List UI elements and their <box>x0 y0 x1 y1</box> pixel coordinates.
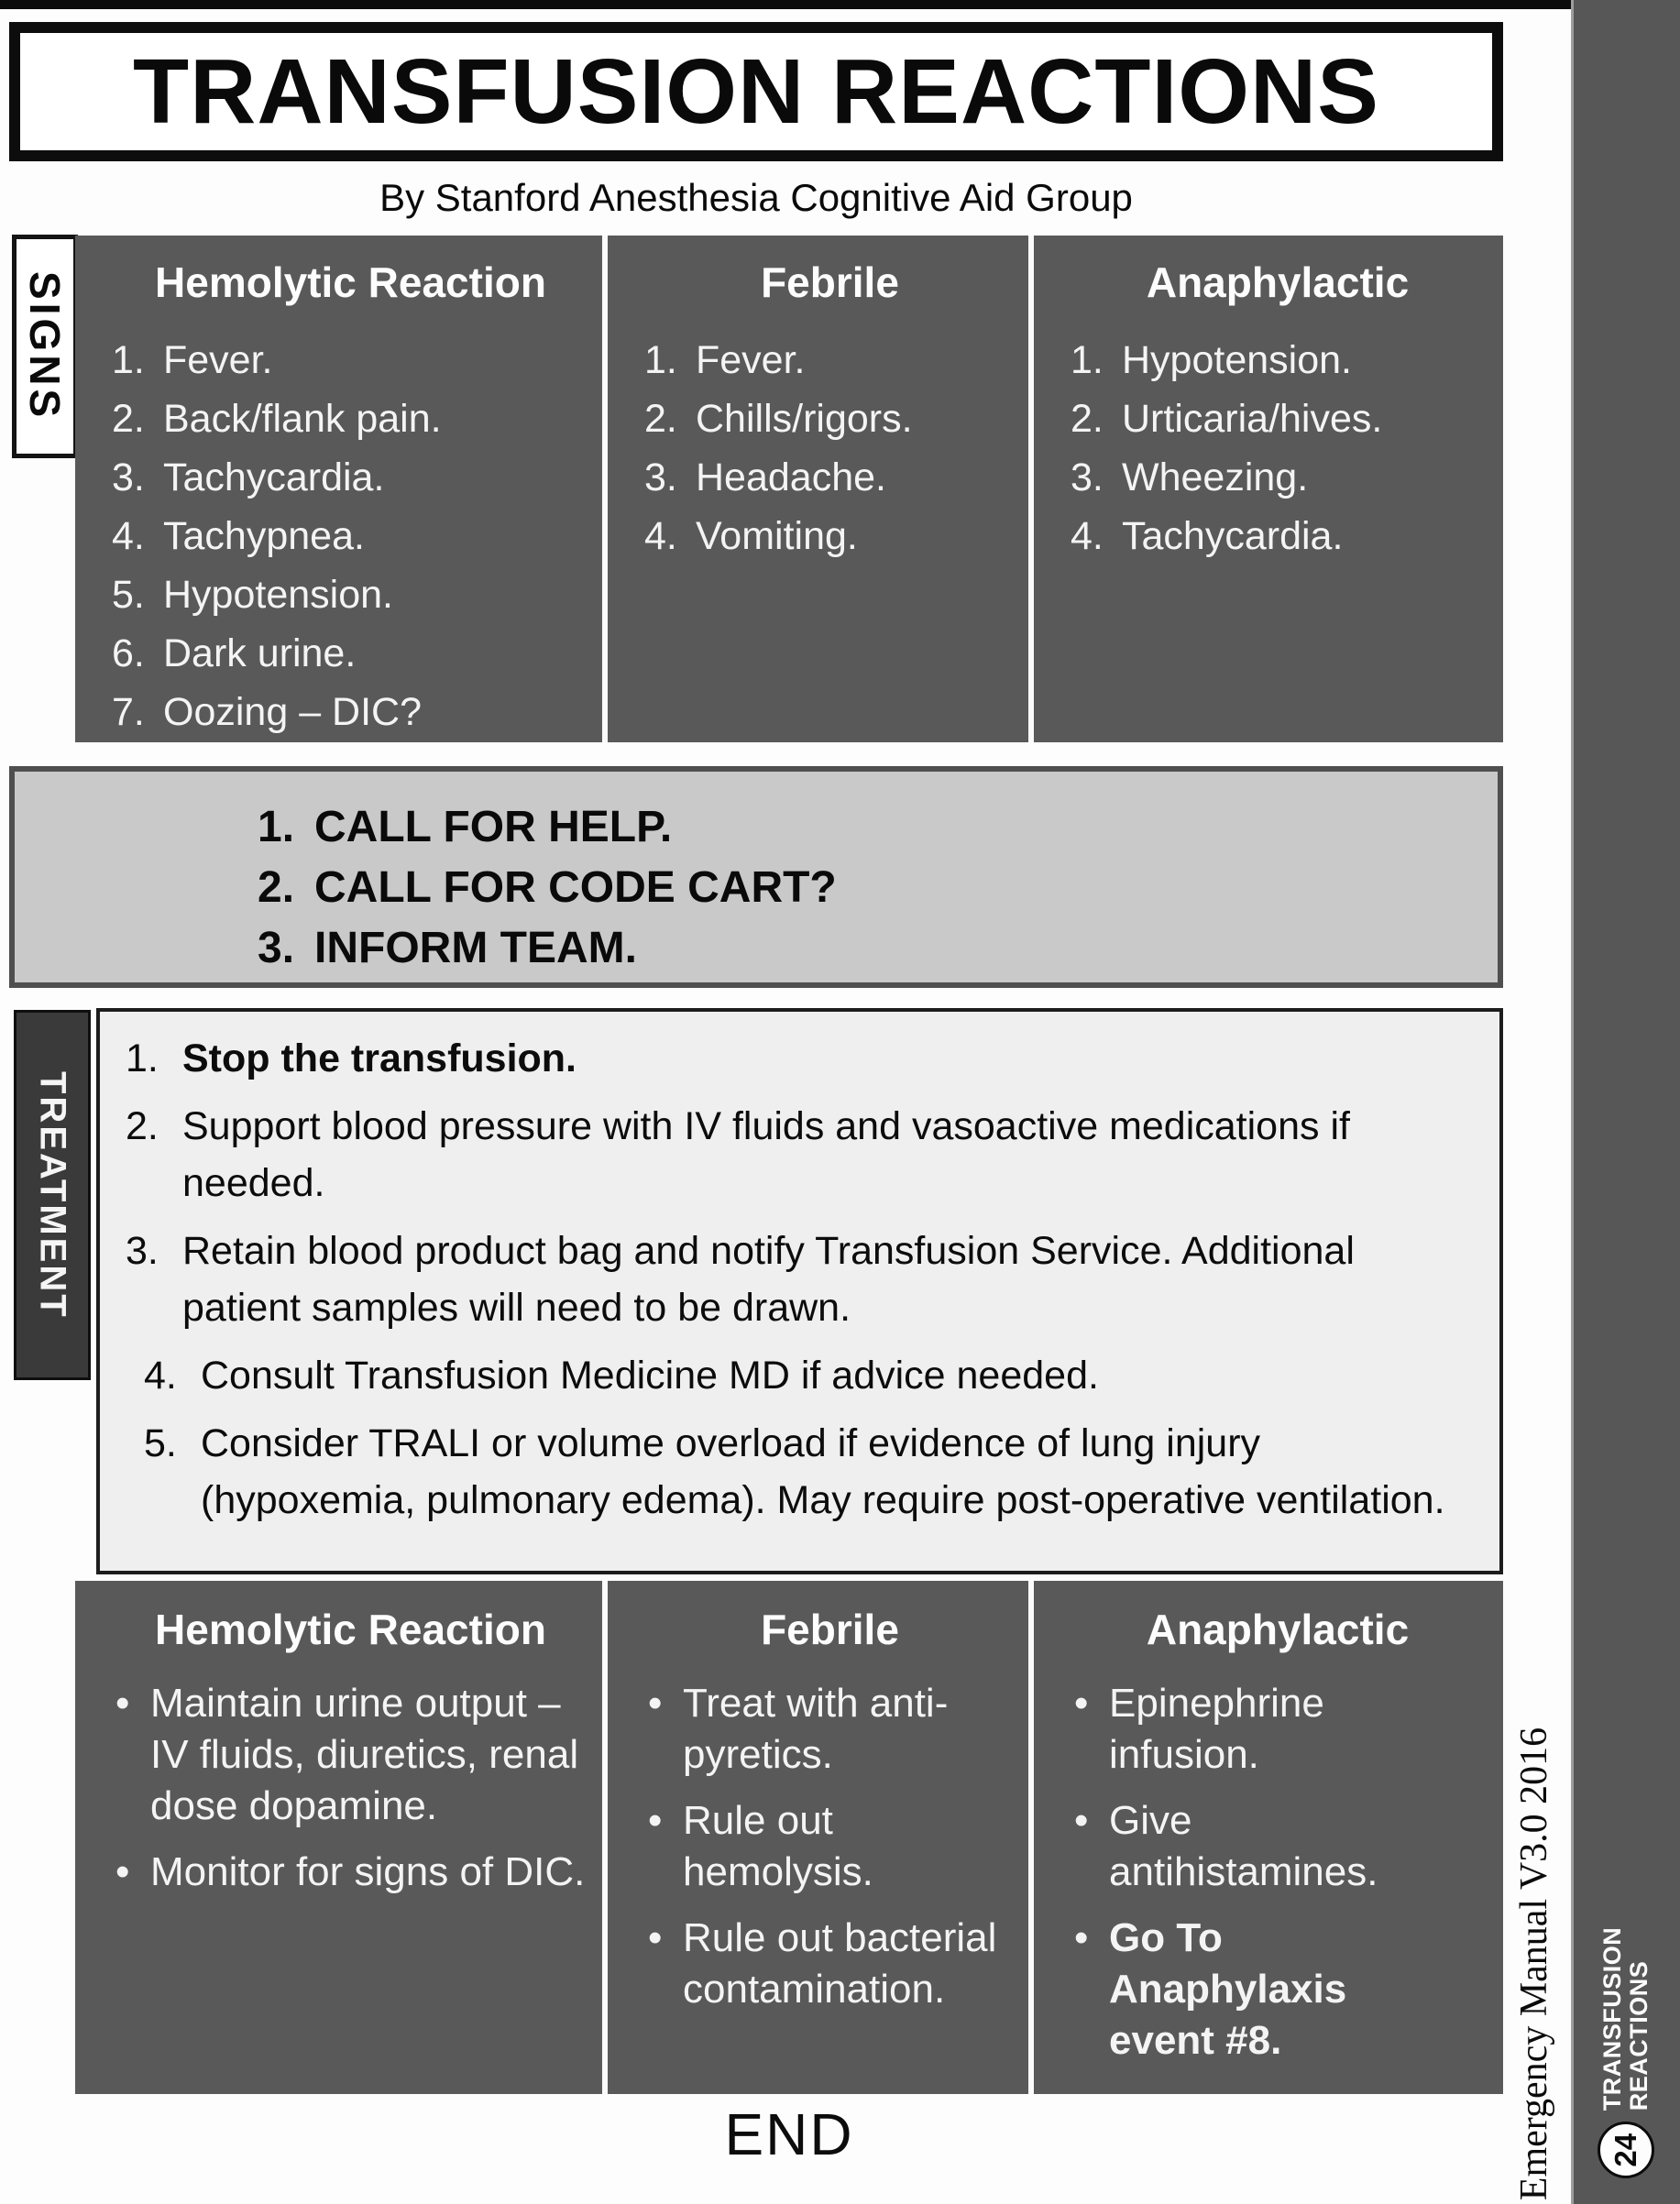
list-item <box>1071 1913 1485 2067</box>
bullet-glyph: • <box>648 1915 663 1960</box>
item-text: Consider TRALI or volume overload if evidence of lung injury (hypoxemia, pulmonary edema). May require post-operative ventilation. <box>201 1421 1445 1522</box>
list-item <box>644 1913 1016 2015</box>
list-item <box>1071 389 1485 448</box>
bullet-glyph: • <box>1074 1798 1089 1843</box>
item-number: 4. <box>144 1354 177 1398</box>
signs-column-febrile <box>602 236 1028 742</box>
treatment-column-febrile <box>602 1581 1028 2094</box>
list-item <box>644 331 1016 389</box>
list-item <box>1071 1795 1485 1898</box>
list-item <box>1071 331 1485 389</box>
treatment-step <box>126 1098 1499 1212</box>
treatment-step <box>126 1030 1499 1087</box>
item-text: Tachypnea. <box>163 514 365 558</box>
list-item <box>1071 1678 1485 1781</box>
list-item <box>1071 448 1485 507</box>
treatment-step <box>144 1415 1499 1529</box>
call-steps-box <box>9 766 1503 988</box>
item-text: Treat with anti-pyretics. <box>683 1681 949 1777</box>
item-text: Fever. <box>696 338 806 382</box>
item-text: Oozing – DIC? <box>163 690 423 734</box>
item-number: 6. <box>112 631 145 675</box>
item-number: 5. <box>112 573 145 617</box>
item-text: Vomiting. <box>696 514 858 558</box>
item-text: Tachycardia. <box>1122 514 1344 558</box>
item-text: Epinephrine infusion. <box>1109 1681 1324 1777</box>
item-text: Stop the transfusion. <box>182 1036 576 1080</box>
item-number: 4. <box>112 514 145 558</box>
item-number: 5. <box>144 1421 177 1465</box>
item-number: 3. <box>258 924 295 972</box>
item-number: 4. <box>644 514 677 558</box>
item-text: CALL FOR CODE CART? <box>314 863 837 912</box>
treatment-columns-panel <box>75 1581 1503 2094</box>
column-header: Hemolytic Reaction <box>155 1606 546 1653</box>
tab-title <box>1599 1927 1653 2111</box>
list-item <box>644 389 1016 448</box>
credit-text: Emergency Manual V3.0 2016 <box>1513 1727 1555 2200</box>
item-text: Retain blood product bag and notify Transfusion Service. Additional patient samples will need to be drawn. <box>182 1229 1355 1330</box>
signs-column-anaphylactic <box>1028 236 1498 742</box>
item-number: 3. <box>1071 455 1104 499</box>
item-text: Back/flank pain. <box>163 397 442 441</box>
list-item <box>112 507 589 565</box>
call-step <box>258 797 1498 858</box>
column-header: Anaphylactic <box>1146 258 1410 306</box>
call-step <box>258 918 1498 979</box>
item-text: Chills/rigors. <box>696 397 913 441</box>
item-text: Dark urine. <box>163 631 357 675</box>
item-number: 2. <box>1071 397 1104 441</box>
list-item <box>112 624 589 683</box>
column-header: Hemolytic Reaction <box>155 258 546 306</box>
treatment-step <box>144 1347 1499 1404</box>
item-text: Monitor for signs of DIC. <box>150 1849 586 1894</box>
list-item <box>112 1678 589 1832</box>
item-number: 2. <box>112 397 145 441</box>
tab-title-line2: REACTIONS <box>1624 1960 1653 2111</box>
item-text: Hypotension. <box>163 573 393 617</box>
tab-number-badge: 24 <box>1598 2122 1654 2178</box>
list-item <box>112 1847 589 1898</box>
bullet-glyph: • <box>1074 1915 1089 1960</box>
list-item <box>112 683 589 741</box>
treatment-sidebar-tab <box>14 1010 91 1380</box>
item-number: 3. <box>644 455 677 499</box>
bullet-glyph: • <box>115 1849 130 1894</box>
bullet-glyph: • <box>1074 1681 1089 1726</box>
item-number: 2. <box>258 863 295 912</box>
item-number: 1. <box>644 338 677 382</box>
page-title: TRANSFUSION REACTIONS <box>133 39 1379 143</box>
item-number: 3. <box>126 1229 159 1273</box>
treatment-steps-panel <box>96 1008 1503 1574</box>
call-step <box>258 858 1498 918</box>
list-item <box>112 565 589 624</box>
item-text: Hypotension. <box>1122 338 1352 382</box>
list-item <box>112 331 589 389</box>
list-item <box>644 507 1016 565</box>
item-text: Urticaria/hives. <box>1122 397 1383 441</box>
item-text: Fever. <box>163 338 273 382</box>
list-item <box>112 389 589 448</box>
item-text: Support blood pressure with IV fluids and vasoactive medications if needed. <box>182 1104 1350 1205</box>
tab-title-line1: TRANSFUSION <box>1598 1926 1626 2111</box>
list-item <box>644 448 1016 507</box>
item-text: Wheezing. <box>1122 455 1309 499</box>
item-number: 2. <box>126 1104 159 1148</box>
treatment-column-anaphylactic <box>1028 1581 1498 2094</box>
end-label: END <box>724 2101 854 2167</box>
bullet-glyph: • <box>648 1681 663 1726</box>
item-text: Rule out bacterial contamination. <box>683 1915 997 2012</box>
item-number: 7. <box>112 690 145 734</box>
list-item <box>644 1795 1016 1898</box>
column-header: Febrile <box>761 258 899 306</box>
bullet-glyph: • <box>115 1681 130 1726</box>
signs-panel <box>75 236 1503 742</box>
item-number: 1. <box>112 338 145 382</box>
item-text: Maintain urine output – IV fluids, diuretics, renal dose dopamine. <box>150 1681 579 1828</box>
item-number: 1. <box>258 803 295 851</box>
column-header: Anaphylactic <box>1146 1606 1410 1653</box>
item-text: Go To Anaphylaxis event #8. <box>1109 1915 1347 2063</box>
item-number: 4. <box>1071 514 1104 558</box>
signs-column-hemolytic <box>75 236 602 742</box>
side-tab-group <box>1571 1906 1680 2199</box>
item-text: Consult Transfusion Medicine MD if advice needed. <box>201 1354 1099 1398</box>
item-text: Rule out hemolysis. <box>683 1798 873 1894</box>
signs-label: SIGNS <box>21 271 69 422</box>
treatment-column-hemolytic <box>75 1581 602 2094</box>
item-text: Headache. <box>696 455 886 499</box>
signs-sidebar-tab <box>12 235 78 458</box>
item-number: 1. <box>126 1036 159 1080</box>
column-header: Febrile <box>761 1606 899 1653</box>
item-number: 1. <box>1071 338 1104 382</box>
subtitle: By Stanford Anesthesia Cognitive Aid Group <box>379 176 1133 219</box>
treatment-step <box>126 1223 1499 1336</box>
treatment-label: TREATMENT <box>32 1070 73 1320</box>
scan-edge-strip <box>0 0 1571 9</box>
item-number: 3. <box>112 455 145 499</box>
item-text: Give antihistamines. <box>1109 1798 1378 1894</box>
bullet-glyph: • <box>648 1798 663 1843</box>
list-item <box>1071 507 1485 565</box>
side-tab-bar <box>1571 0 1680 2204</box>
credit-vertical <box>1501 1723 1567 2204</box>
title-box <box>9 22 1503 161</box>
item-text: CALL FOR HELP. <box>314 803 673 851</box>
item-number: 2. <box>644 397 677 441</box>
list-item <box>112 448 589 507</box>
list-item <box>644 1678 1016 1781</box>
item-text: Tachycardia. <box>163 455 385 499</box>
item-text: INFORM TEAM. <box>314 924 637 972</box>
